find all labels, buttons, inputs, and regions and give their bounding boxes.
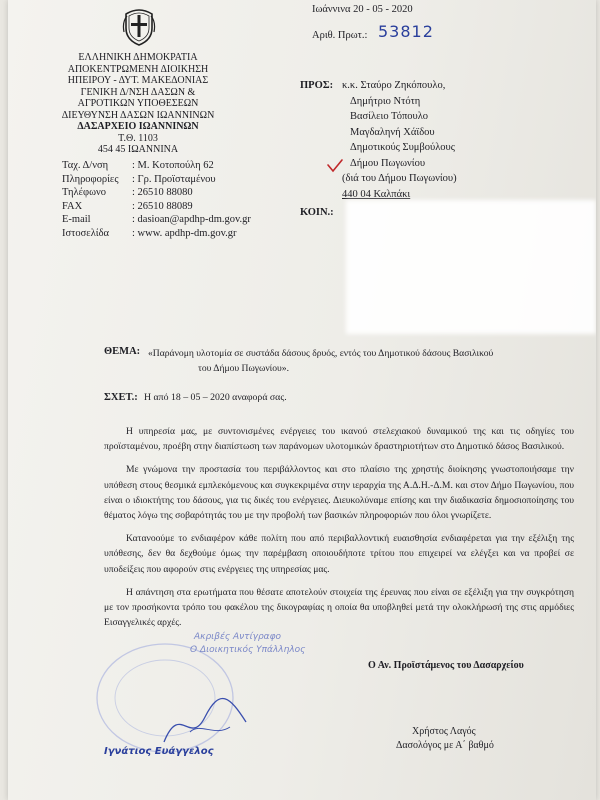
- place-date: Ιωάννινα 20 - 05 - 2020: [312, 4, 413, 15]
- stamp-signer: Ιγνάτιος Ευάγγελος: [104, 746, 214, 757]
- org-line: ΑΓΡΟΤΙΚΩΝ ΥΠΟΘΕΣΕΩΝ: [77, 98, 199, 109]
- org-line: ΑΠΟΚΕΝΤΡΩΜΕΝΗ ΔΙΟΙΚΗΣΗ: [67, 63, 209, 75]
- greek-coat-of-arms-icon: [122, 6, 156, 46]
- stamp-line: Ο Διοικητικός Υπάλληλος: [190, 645, 306, 655]
- org-line: ΔΙΕΥΘΥΝΣΗ ΔΑΣΩΝ ΙΩΑΝΝΙΝΩΝ: [61, 109, 215, 121]
- org-header: [8, 52, 268, 156]
- contact-row: Ιστοσελίδα : www. apdhp-dm.gov.gr: [62, 227, 237, 239]
- letter-body: [104, 424, 574, 630]
- contact-row: Πληροφορίες : Γρ. Προϊσταμένου: [62, 173, 216, 185]
- recipient-line: Μαγδαληνή Χάϊδου: [350, 126, 435, 138]
- org-line: ΕΛΛΗΝΙΚΗ ΔΗΜΟΚΡΑΤΙΑ: [78, 52, 198, 63]
- reference-text: Η από 18 – 05 – 2020 αναφορά σας.: [144, 392, 287, 403]
- recipient-line: (διά του Δήμου Πωγωνίου): [342, 173, 457, 184]
- handwritten-signature-icon: [160, 692, 250, 752]
- subject-label: ΘΕΜΑ:: [104, 346, 141, 357]
- contact-row: Ταχ. Δ/νση : Μ. Κοτοπούλη 62: [62, 160, 214, 171]
- recipients-list: [342, 80, 457, 204]
- recipient-line: Δημήτριο Ντότη: [350, 95, 421, 107]
- protocol-number: 53812: [378, 22, 434, 41]
- po-box: Τ.Θ. 1103: [118, 132, 158, 144]
- org-line: ΗΠΕΙΡΟΥ - ΔΥΤ. ΜΑΚΕΔΟΝΙΑΣ: [67, 75, 209, 86]
- office-name: ΔΑΣΑΡΧΕΙΟ ΙΩΑΝΝΙΝΩΝ: [77, 121, 199, 132]
- contact-row: FAX : 26510 88089: [62, 200, 193, 212]
- reference-label: ΣΧΕΤ.:: [104, 392, 138, 403]
- contact-row: Τηλέφωνο : 26510 88080: [62, 187, 193, 198]
- body-paragraph: Η απάντηση στα ερωτήματα που θέσατε αποτελούν στοιχεία της έρευνας που είναι σε εξέλιξη για την συγκρότηση με τον προσήκοντα τρόπο του φακέλου της δικογραφίας η οποία θα υποβληθεί μετά την ολοκλήρωσή της στις αρμόδιες Εισαγγελικές αρχές.: [104, 586, 574, 629]
- recipient-line: Δημοτικούς Συμβούλους: [350, 142, 455, 153]
- cc-label: ΚΟΙΝ.:: [300, 207, 334, 218]
- document-page: [8, 0, 596, 800]
- contact-row: E-mail : dasioan@apdhp-dm.gov.gr: [62, 214, 251, 225]
- copy-stamp: [90, 628, 350, 768]
- signature-role: Ο Αν. Προϊστάμενος του Δασαρχείου: [368, 660, 524, 671]
- recipient-line: Βασίλειο Τόπουλο: [350, 111, 429, 122]
- postal-address: 454 45 ΙΩΑΝΝΙΝΑ: [97, 144, 179, 155]
- recipients-label: ΠΡΟΣ:: [300, 80, 334, 91]
- subject-text: [148, 346, 588, 376]
- red-check-mark-icon: [326, 158, 344, 174]
- body-paragraph: Κατανοούμε το ενδιαφέρον κάθε πολίτη που από περιβαλλοντική ευαισθησία ενδιαφέρεται για την εξέλιξη της υπόθεσης, δεν θα δεχθούμε όμως την παρέμβαση οποιουδήποτε τρίτου που επιχειρεί να ελέγξει και να προβεί σε υποδείξεις που αφορούν στις ενέργειες της υπηρεσίας μας.: [104, 533, 574, 575]
- recipient-line: 440 04 Καλπάκι: [342, 188, 411, 200]
- signature-title: Δασολόγος με Α΄ βαθμό: [396, 740, 494, 751]
- redacted-area: [346, 200, 596, 334]
- org-line: ΓΕΝΙΚΗ Δ/ΝΣΗ ΔΑΣΩΝ &: [80, 86, 196, 98]
- signature-name: Χρήστος Λαγός: [412, 726, 476, 737]
- protocol-label: Αριθ. Πρωτ.:: [312, 30, 368, 41]
- contact-block: [62, 160, 251, 241]
- body-paragraph: Με γνώμονα την προστασία του περιβάλλοντος και στο πλαίσιο της χρηστής διοίκησης γνωστοποιήσαμε την υπόθεση στους θεσμικά εμπλεκόμενους και συγκεκριμένα στην ιεραρχία της Α.Δ.Η.-Δ.Μ. και στον Δήμο Πωγωνίου, που είναι ο ιδιοκτήτης του δάσους, για τις δικές του ενέργειες. Διευκολύναμε επίσης και την διαδικασία δημοσιοποίησης του θέματος λόγω της σοβαρότητάς του με την προβολή των βασικών πληροφοριών που όλοι γνωρίζετε.: [104, 464, 574, 522]
- recipient-line: Δήμου Πωγωνίου: [350, 157, 426, 169]
- body-paragraph: Η υπηρεσία μας, με συντονισμένες ενέργειες του ικανού στελεχιακού δυναμικού της και τις οδηγίες του προϊσταμένου, προέβη στην διαπίστωση των παράνομων υλοτομικών δραστηριοτήτων στο Δημοτικό δάσος Βασιλικού.: [104, 426, 574, 453]
- subject-line: του Δήμου Πωγωνίου».: [198, 363, 290, 374]
- subject-line: «Παράνομη υλοτομία σε συστάδα δάσους δρυός, εντός του Δημοτικού δάσους Βασιλικού: [148, 348, 494, 359]
- stamp-line: Ακριβές Αντίγραφο: [194, 632, 282, 642]
- recipient-line: κ.κ. Σταύρο Ζηκόπουλο,: [342, 80, 446, 91]
